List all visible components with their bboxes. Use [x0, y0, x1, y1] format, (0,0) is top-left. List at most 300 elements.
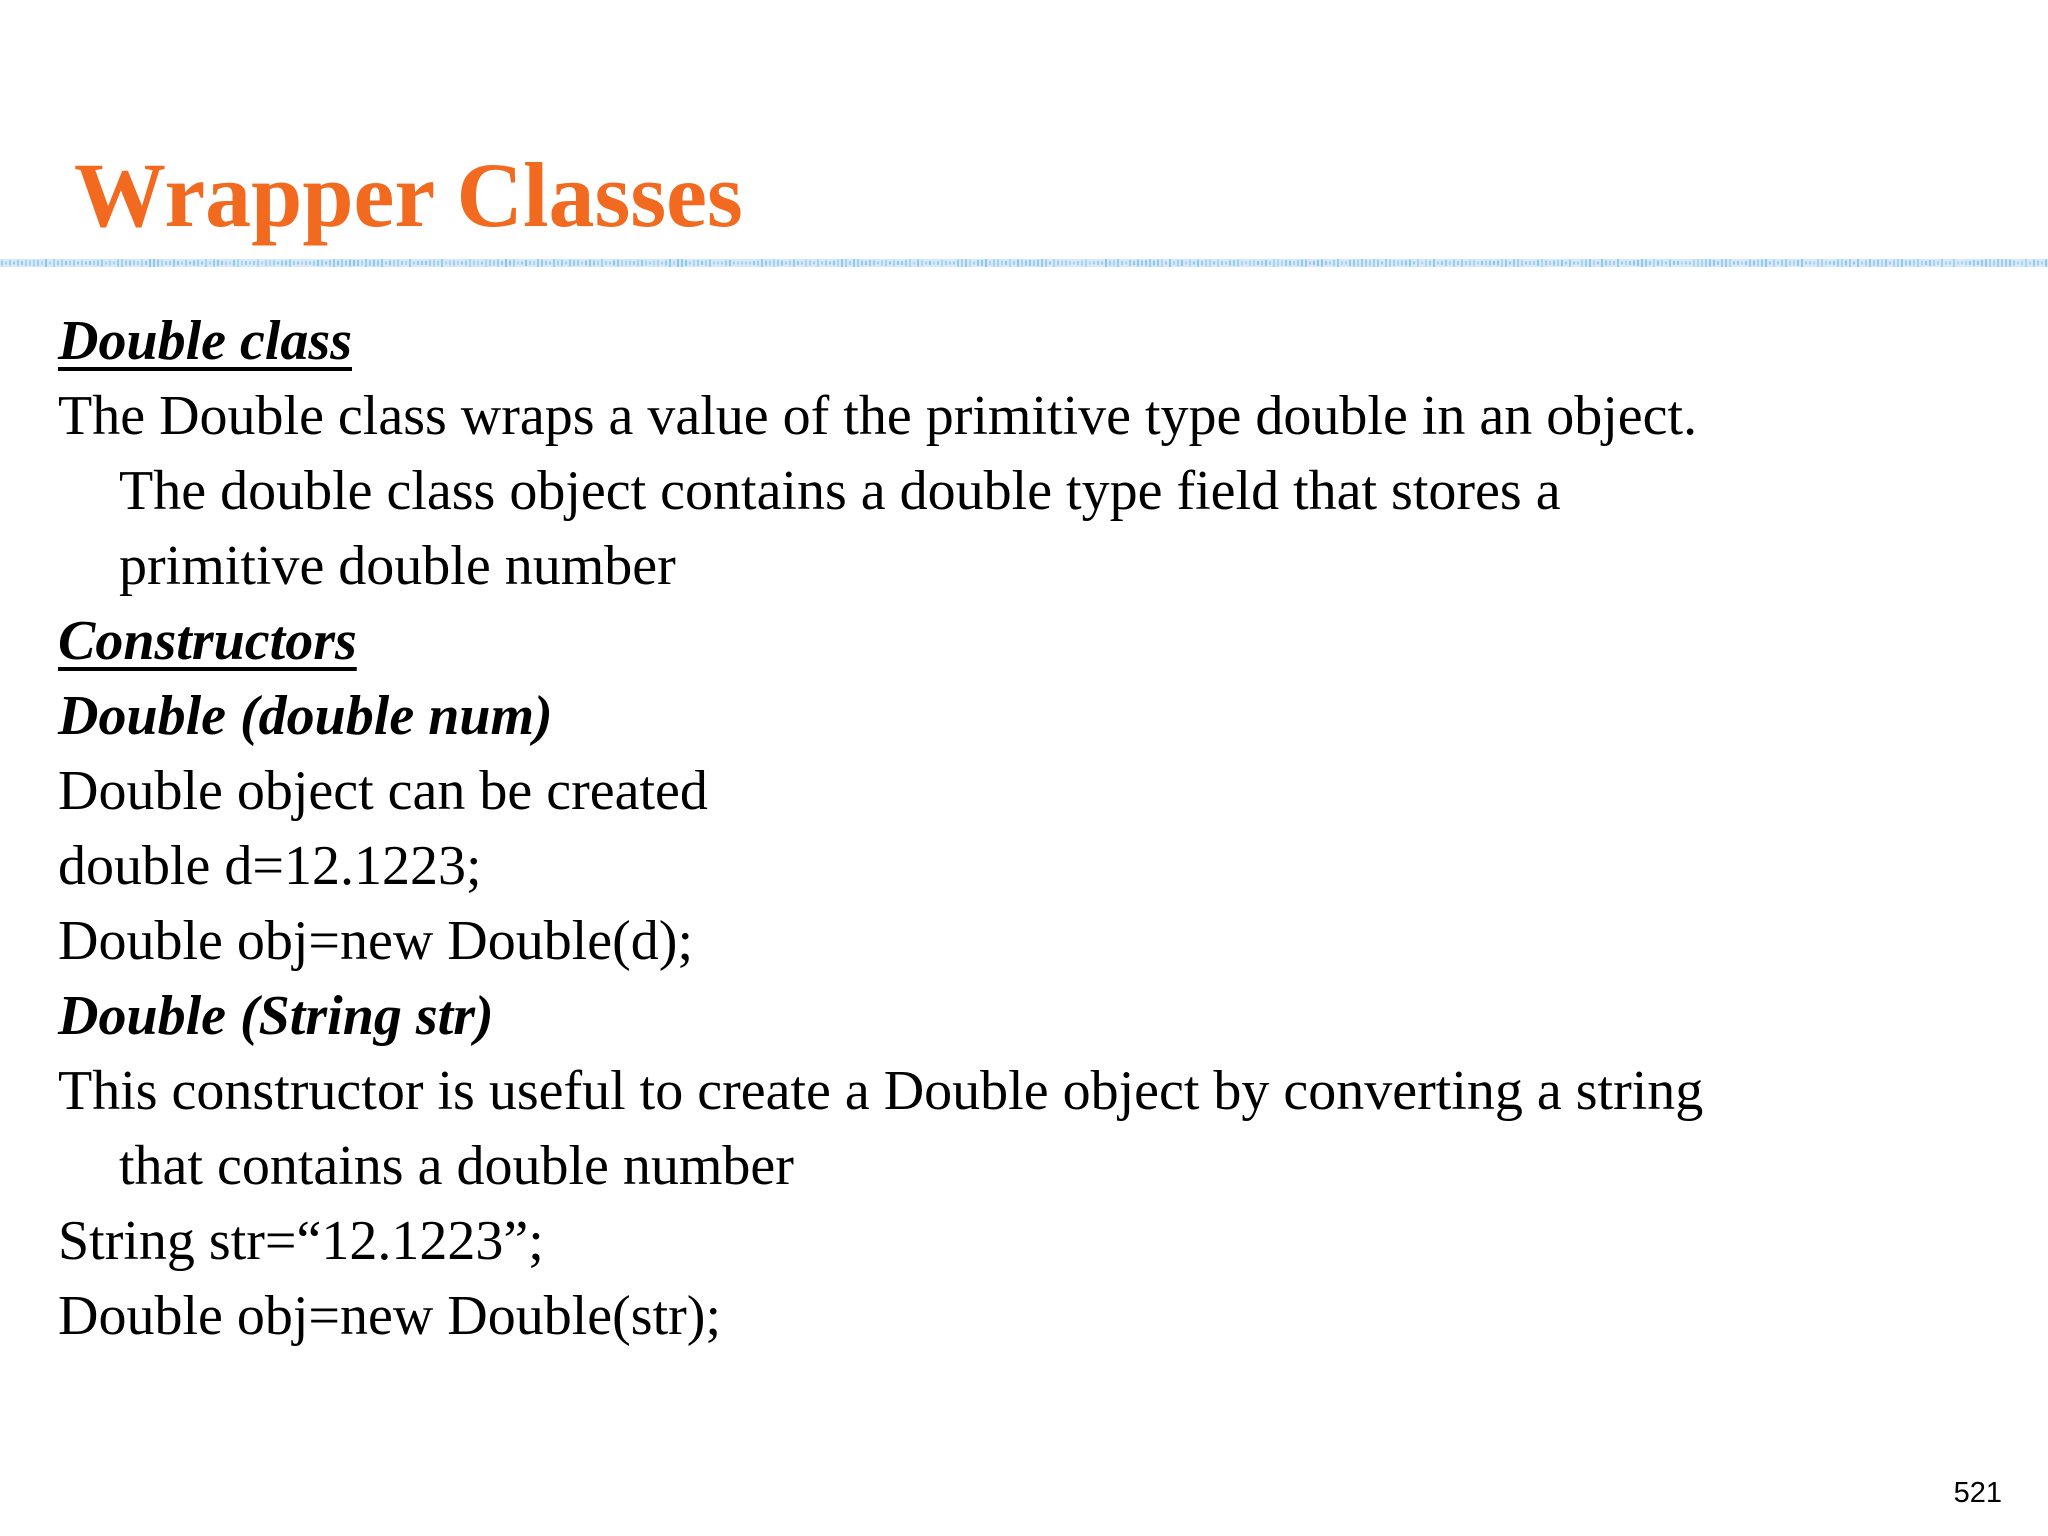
- divider-dot: [1997, 259, 1999, 267]
- divider-dot: [1757, 260, 1759, 267]
- divider-dot: [1645, 260, 1647, 267]
- divider-dot: [1149, 259, 1151, 267]
- divider-dot: [1097, 261, 1099, 265]
- divider-dot: [1853, 262, 1855, 265]
- divider-dot: [1069, 261, 1071, 265]
- divider-dot: [657, 260, 659, 266]
- divider-dot: [1089, 262, 1091, 265]
- divider-dot: [1393, 260, 1395, 266]
- divider-dot: [865, 261, 867, 265]
- divider-dot: [701, 261, 703, 265]
- divider-dot: [505, 259, 507, 267]
- divider-dot: [977, 260, 979, 266]
- divider-dot: [401, 261, 403, 265]
- divider-dot: [1541, 259, 1543, 267]
- divider-dot: [317, 260, 319, 266]
- divider-dot: [1665, 262, 1667, 265]
- divider-dot: [1857, 259, 1859, 267]
- divider-dot: [673, 261, 675, 265]
- divider-dot: [1385, 259, 1387, 267]
- divider-dot: [609, 262, 611, 265]
- divider-dot: [841, 259, 843, 267]
- divider-dot: [133, 261, 135, 266]
- divider-dot: [1357, 260, 1359, 267]
- divider-dot: [1449, 261, 1451, 265]
- divider-dot: [225, 261, 227, 265]
- divider-dot: [145, 261, 147, 265]
- divider-dot: [1929, 260, 1931, 266]
- divider-dot: [797, 261, 799, 265]
- divider-dot: [949, 262, 951, 265]
- divider-dot: [1101, 262, 1103, 265]
- divider-dot: [1701, 260, 1703, 267]
- divider-dot: [1213, 262, 1215, 265]
- divider-dot: [425, 261, 427, 265]
- divider-dot: [973, 262, 975, 265]
- constructor-signature: Double (double num): [58, 685, 553, 747]
- divider-dot: [449, 261, 451, 266]
- divider-dot: [1797, 260, 1799, 266]
- divider-dot: [1053, 259, 1055, 267]
- divider-dot: [1265, 260, 1267, 266]
- divider-dot: [873, 261, 875, 266]
- divider-dot: [237, 259, 239, 267]
- code-line: Double obj=new Double(str);: [58, 1285, 722, 1347]
- divider-dot: [1105, 259, 1107, 267]
- divider-dot: [1789, 261, 1791, 266]
- divider-dot: [501, 261, 503, 265]
- divider-dot: [889, 262, 891, 265]
- divider-dot: [1897, 259, 1899, 267]
- divider-dot: [1653, 259, 1655, 267]
- divider-dot: [357, 260, 359, 266]
- divider-dot: [1365, 260, 1367, 267]
- divider-dot: [1161, 259, 1163, 267]
- divider-dot: [1077, 261, 1079, 265]
- divider-dot: [1345, 262, 1347, 265]
- divider-dot: [477, 261, 479, 266]
- divider-dot: [1081, 261, 1083, 266]
- divider-dot: [721, 262, 723, 265]
- divider-dot: [1965, 261, 1967, 265]
- divider-dot: [585, 261, 587, 266]
- divider-dot: [233, 260, 235, 266]
- divider-dot: [1133, 261, 1135, 265]
- divider-dot: [1261, 261, 1263, 266]
- divider-dot: [1537, 260, 1539, 266]
- divider-dot: [1925, 261, 1927, 265]
- divider-dot: [109, 261, 111, 266]
- divider-dot: [981, 260, 983, 266]
- divider-dot: [969, 260, 971, 267]
- divider-dot: [589, 260, 591, 267]
- divider-dot: [1325, 261, 1327, 265]
- divider-dot: [1957, 262, 1959, 265]
- divider-dot: [857, 259, 859, 267]
- divider-dot: [365, 259, 367, 267]
- divider-dot: [457, 261, 459, 265]
- divider-dot: [1877, 260, 1879, 267]
- divider-dot: [1057, 261, 1059, 266]
- divider-dot: [1341, 261, 1343, 265]
- divider-dot: [389, 261, 391, 266]
- divider-dot: [941, 260, 943, 266]
- divider-dot: [569, 260, 571, 267]
- divider-dot: [537, 259, 539, 267]
- divider-dot: [1009, 259, 1011, 267]
- divider-dot: [469, 259, 471, 267]
- divider-dot: [717, 262, 719, 265]
- divider-dot: [361, 261, 363, 266]
- divider-dot: [1885, 260, 1887, 267]
- divider-dot: [1597, 262, 1599, 265]
- divider-dot: [1873, 260, 1875, 266]
- divider-dot: [1513, 260, 1515, 267]
- divider-dot: [2009, 260, 2011, 267]
- divider-dot: [197, 260, 199, 266]
- divider-dot: [545, 261, 547, 265]
- divider-dot: [629, 261, 631, 266]
- divider-dot: [1845, 261, 1847, 266]
- divider-dot: [185, 260, 187, 266]
- divider-dot: [1065, 261, 1067, 266]
- divider-dot: [1469, 261, 1471, 266]
- divider-dot: [1949, 262, 1951, 265]
- divider-dot: [101, 260, 103, 267]
- divider-dot: [765, 261, 767, 266]
- divider-dot: [329, 260, 331, 266]
- divider-dot: [1313, 261, 1315, 265]
- divider-dot: [1061, 261, 1063, 266]
- divider-dot: [1285, 260, 1287, 266]
- divider-dot: [1549, 261, 1551, 265]
- divider-dot: [1729, 259, 1731, 267]
- divider-dot: [61, 260, 63, 267]
- divider-dot: [1, 261, 3, 266]
- divider-dot: [1805, 262, 1807, 265]
- divider-dot: [429, 260, 431, 266]
- divider-dot: [161, 260, 163, 266]
- divider-dot: [2029, 262, 2031, 265]
- divider-dot: [573, 260, 575, 266]
- divider-dot: [1713, 260, 1715, 266]
- divider-dot: [777, 260, 779, 266]
- divider-dot: [885, 260, 887, 266]
- divider-dot: [9, 261, 11, 266]
- divider-dot: [453, 261, 455, 266]
- divider-dot: [1181, 260, 1183, 266]
- divider-dot: [217, 260, 219, 266]
- divider-dot: [1669, 260, 1671, 267]
- divider-dot: [85, 262, 87, 265]
- description-line: The double class object contains a double type field that stores a: [119, 460, 1561, 522]
- divider-dot: [653, 261, 655, 266]
- divider-dot: [1989, 259, 1991, 267]
- divider-dot: [245, 261, 247, 265]
- divider-dot: [1461, 260, 1463, 267]
- divider-dot: [397, 260, 399, 267]
- divider-dot: [1037, 260, 1039, 267]
- divider-dot: [221, 261, 223, 265]
- divider-dot: [893, 260, 895, 266]
- divider-dot: [1405, 261, 1407, 266]
- divider-dot: [261, 262, 263, 265]
- divider-dot: [1621, 262, 1623, 265]
- divider-dot: [521, 262, 523, 265]
- divider-dot: [249, 262, 251, 265]
- divider-dot: [1209, 260, 1211, 267]
- divider-dot: [265, 260, 267, 266]
- divider-dot: [1305, 260, 1307, 267]
- divider-dot: [37, 260, 39, 266]
- divider-dot: [1753, 261, 1755, 266]
- divider-dot: [1425, 260, 1427, 267]
- divider-dot: [669, 259, 671, 267]
- divider-dot: [2017, 262, 2019, 265]
- divider-dot: [373, 260, 375, 267]
- divider-dot: [749, 262, 751, 265]
- divider-dot: [33, 260, 35, 267]
- divider-dot: [1249, 261, 1251, 266]
- divider-dot: [421, 261, 423, 265]
- page-number: 521: [1953, 1477, 2002, 1509]
- divider-dot: [1229, 261, 1231, 266]
- divider-dot: [1937, 261, 1939, 265]
- divider-dot: [1241, 261, 1243, 265]
- divider-dot: [1033, 260, 1035, 266]
- divider-dot: [985, 259, 987, 267]
- divider-dot: [1041, 259, 1043, 267]
- divider-dot: [789, 261, 791, 266]
- divider-dot: [1493, 261, 1495, 265]
- divider-dot: [785, 262, 787, 265]
- divider-dot: [601, 259, 603, 267]
- divider-dot: [1257, 261, 1259, 265]
- divider-dot: [677, 259, 679, 267]
- divider-dot: [597, 261, 599, 266]
- divider-dot: [689, 262, 691, 265]
- slide-content: [58, 304, 2018, 1354]
- divider-dot: [1625, 261, 1627, 266]
- divider-dot: [1693, 260, 1695, 267]
- divider-dot: [1565, 262, 1567, 265]
- divider-dot: [1953, 259, 1955, 267]
- divider-dot: [1117, 259, 1119, 267]
- divider-dot: [1489, 261, 1491, 266]
- divider-dot: [269, 261, 271, 266]
- divider-dot: [641, 260, 643, 266]
- divider-dot: [241, 261, 243, 266]
- divider-dot: [1477, 262, 1479, 265]
- divider-dot: [1297, 260, 1299, 266]
- divider-dot: [833, 261, 835, 266]
- divider-dot: [745, 262, 747, 265]
- divider-dot: [837, 260, 839, 267]
- divider-dot: [2033, 260, 2035, 267]
- divider-dot: [1221, 261, 1223, 265]
- divider-dot: [1157, 260, 1159, 267]
- divider-dot: [809, 261, 811, 266]
- divider-dot: [513, 260, 515, 267]
- divider-dot: [97, 260, 99, 266]
- divider-dot: [1233, 260, 1235, 266]
- divider-dot: [1657, 261, 1659, 266]
- divider-dot: [1661, 260, 1663, 266]
- divider-dot: [341, 259, 343, 267]
- divider-dot: [1917, 259, 1919, 267]
- divider-dot: [1525, 262, 1527, 265]
- divider-pattern: [0, 255, 2048, 271]
- divider-dot: [1629, 261, 1631, 265]
- divider-dot: [1245, 262, 1247, 265]
- divider-dot: [189, 262, 191, 265]
- divider-dot: [1581, 260, 1583, 267]
- divider-dot: [965, 259, 967, 267]
- divider-dot: [1453, 260, 1455, 267]
- divider-dot: [1773, 260, 1775, 267]
- divider-dot: [1185, 262, 1187, 265]
- divider-dot: [913, 262, 915, 265]
- divider-dot: [181, 262, 183, 265]
- divider-dot: [1585, 260, 1587, 267]
- divider-dot: [769, 261, 771, 266]
- divider-dot: [541, 260, 543, 267]
- divider-dot: [937, 261, 939, 265]
- divider-dot: [1589, 259, 1591, 267]
- divider-dot: [353, 260, 355, 266]
- divider-dot: [121, 259, 123, 267]
- divider-dot: [253, 261, 255, 265]
- divider-dot: [57, 261, 59, 266]
- divider-dot: [549, 262, 551, 265]
- divider-dot: [1445, 260, 1447, 266]
- divider-dot: [1129, 260, 1131, 266]
- divider-dot: [1705, 259, 1707, 267]
- divider-dot: [1121, 261, 1123, 265]
- divider-dot: [1981, 260, 1983, 266]
- divider-dot: [1689, 262, 1691, 265]
- divider-dot: [1321, 260, 1323, 267]
- divider-dot: [533, 261, 535, 265]
- divider-dot: [17, 260, 19, 266]
- divider-dot: [773, 260, 775, 267]
- divider-dot: [1905, 261, 1907, 266]
- divider-dot: [1717, 261, 1719, 265]
- divider-dot: [1277, 260, 1279, 267]
- divider-dot: [1817, 260, 1819, 267]
- divider-dot: [781, 261, 783, 266]
- divider-dot: [709, 260, 711, 267]
- divider-dot: [1505, 260, 1507, 267]
- divider-dot: [1253, 260, 1255, 266]
- divider-dot: [1013, 261, 1015, 265]
- divider-dot: [1609, 261, 1611, 266]
- divider-dot: [385, 262, 387, 265]
- divider-dot: [733, 262, 735, 265]
- divider-dot: [633, 261, 635, 265]
- divider-dot: [309, 262, 311, 265]
- divider-dot: [649, 262, 651, 265]
- divider-dot: [1973, 260, 1975, 266]
- divider-dot: [1073, 262, 1075, 265]
- divider-dot: [1577, 262, 1579, 265]
- divider-dot: [821, 262, 823, 265]
- divider-dot: [1201, 261, 1203, 266]
- divider-dot: [953, 262, 955, 265]
- divider-dot: [13, 262, 15, 265]
- divider-dot: [945, 261, 947, 265]
- divider-dot: [229, 262, 231, 265]
- divider-dot: [897, 261, 899, 265]
- divider-dot: [1833, 261, 1835, 265]
- divider-dot: [1785, 259, 1787, 267]
- divider-dot: [1333, 260, 1335, 266]
- divider-dot: [665, 261, 667, 266]
- constructor-signature: Double (String str): [58, 985, 494, 1047]
- divider-dot: [869, 260, 871, 266]
- divider-dot: [1389, 260, 1391, 267]
- divider-dot: [877, 262, 879, 265]
- divider-dot: [1837, 260, 1839, 267]
- divider-dot: [1193, 262, 1195, 265]
- divider-dot: [1413, 262, 1415, 265]
- divider-dot: [141, 260, 143, 267]
- divider-dot: [1021, 260, 1023, 267]
- divider-dot: [1017, 260, 1019, 267]
- divider-dot: [1421, 262, 1423, 265]
- divider-dot: [257, 260, 259, 267]
- divider-dot: [757, 261, 759, 266]
- divider-dot: [293, 261, 295, 265]
- divider-dot: [1769, 262, 1771, 265]
- divider-dot: [1825, 261, 1827, 265]
- code-line: Double obj=new Double(d);: [58, 910, 694, 972]
- divider-dot: [485, 259, 487, 267]
- divider-dot: [737, 262, 739, 265]
- divider-dot: [1145, 260, 1147, 266]
- divider-dot: [1289, 261, 1291, 266]
- divider-dot: [1821, 259, 1823, 267]
- divider-dot: [1933, 260, 1935, 266]
- divider-dot: [1869, 259, 1871, 267]
- divider-dot: [849, 261, 851, 265]
- divider-dot: [1781, 260, 1783, 266]
- divider-dot: [205, 259, 207, 267]
- divider-dot: [1889, 262, 1891, 265]
- divider-dot: [1197, 260, 1199, 267]
- divider-dot: [1465, 261, 1467, 265]
- divider-dot: [1225, 262, 1227, 265]
- divider-dot: [1941, 259, 1943, 267]
- divider-dot: [381, 259, 383, 267]
- divider-dot: [1165, 262, 1167, 265]
- divider-dot: [473, 261, 475, 266]
- divider-dot: [1529, 261, 1531, 265]
- divider-dot: [2001, 259, 2003, 267]
- divider-dot: [349, 260, 351, 267]
- divider-dot: [157, 260, 159, 267]
- divider-dot: [1677, 261, 1679, 265]
- divider-dot: [1141, 261, 1143, 266]
- divider-dot: [325, 262, 327, 265]
- divider-dot: [1613, 261, 1615, 265]
- divider-dot: [1329, 262, 1331, 265]
- divider-dot: [1961, 262, 1963, 265]
- divider-dot: [105, 262, 107, 265]
- divider-dot: [1401, 261, 1403, 266]
- divider-dot: [1681, 262, 1683, 265]
- divider-dot: [861, 261, 863, 266]
